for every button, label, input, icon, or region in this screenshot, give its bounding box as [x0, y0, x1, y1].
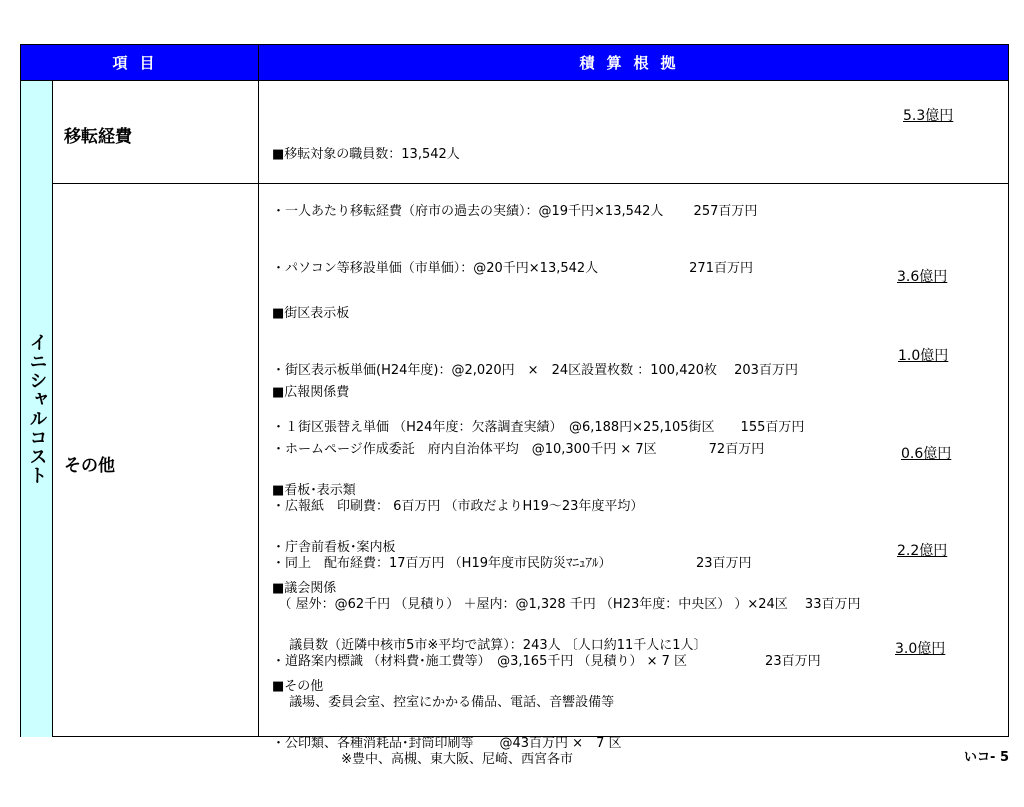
section-amount: 2.2億円 — [897, 543, 948, 559]
section-line: 議場、委員会室、控室にかかる備品、電話、音響設備等 — [272, 695, 615, 710]
section-line: ・１街区張替え単価 （H24年度：欠落調査実績） @6,188円×25,105街区 155百万円 — [272, 420, 805, 435]
section-line: 議員数（近隣中核市5市※平均で試算）：243人 〔人口約11千人に1人〕 — [272, 638, 707, 653]
section-line: （ 屋外：@62千円 （見積り） ＋屋内：@1,328 千円 （H23年度：中央区） ）×24区 33百万円 — [272, 597, 861, 612]
relocation-line: ・パソコン等移設単価（市単価）：@20千円×13,542人 271百万円 — [272, 261, 753, 276]
section-amount: 3.6億円 — [897, 269, 948, 285]
section-line: ・道路案内標識 （材料費･施工費等） @3,165千円 （見積り） × 7 区 23百万円 — [272, 654, 821, 669]
item-other: その他 — [64, 456, 115, 476]
section-block — [272, 639, 621, 791]
section-line: ・公印類、各種消耗品･封筒印刷等 @43百万円 × 7 区 — [272, 736, 622, 751]
grid-line — [52, 80, 53, 736]
section-heading: ■議会関係 — [272, 581, 337, 596]
grid-line — [21, 80, 1008, 81]
header-basis — [259, 45, 1008, 80]
relocation-line: ・一人あたり移転経費（府市の過去の実績）：@19千円×13,542人 257百万円 — [272, 204, 758, 219]
relocation-heading: ■移転対象の職員数：13,542人 — [272, 147, 460, 162]
grid-line — [258, 45, 259, 736]
section-line: ※豊中、高槻、東大阪、尼崎、西宮各市 — [272, 752, 574, 767]
section-heading: ■看板･表示類 — [272, 483, 356, 498]
section-line: ・庁舎前看板･案内板 — [272, 540, 396, 555]
section-line: ・同上 配布経費：17百万円 （H19年度市民防災ﾏﾆｭｱﾙ） 23百万円 — [272, 556, 752, 571]
header-basis-label: 積算根拠 — [579, 54, 688, 72]
section-amount: 1.0億円 — [898, 348, 949, 364]
side-label: イニシャルコスト — [26, 333, 48, 485]
section-line: ・広報紙 印刷費： 6百万円 （市政だよりH19～23年度平均） — [272, 499, 644, 514]
section-line: ・ホームページ作成委託 府内自治体平均 @10,300千円 × 7区 72百万円 — [272, 442, 765, 457]
section-heading: ■その他 — [272, 679, 324, 694]
section-line: ・街区表示板単価(H24年度)：@2,020円 × 24区設置枚数 ：100,420枚 203百万円 — [272, 363, 798, 378]
page-number: いコ- 5 — [964, 750, 1009, 765]
section-heading: ■街区表示板 — [272, 306, 350, 321]
section-amount: 0.6億円 — [901, 446, 952, 462]
item-relocation: 移転経費 — [64, 127, 132, 147]
section-heading: ■広報関係費 — [272, 385, 350, 400]
relocation-amount: 5.3億円 — [903, 108, 954, 124]
header-item-label: 項目 — [112, 54, 167, 72]
section-amount: 3.0億円 — [895, 641, 946, 657]
header-item — [21, 45, 258, 80]
